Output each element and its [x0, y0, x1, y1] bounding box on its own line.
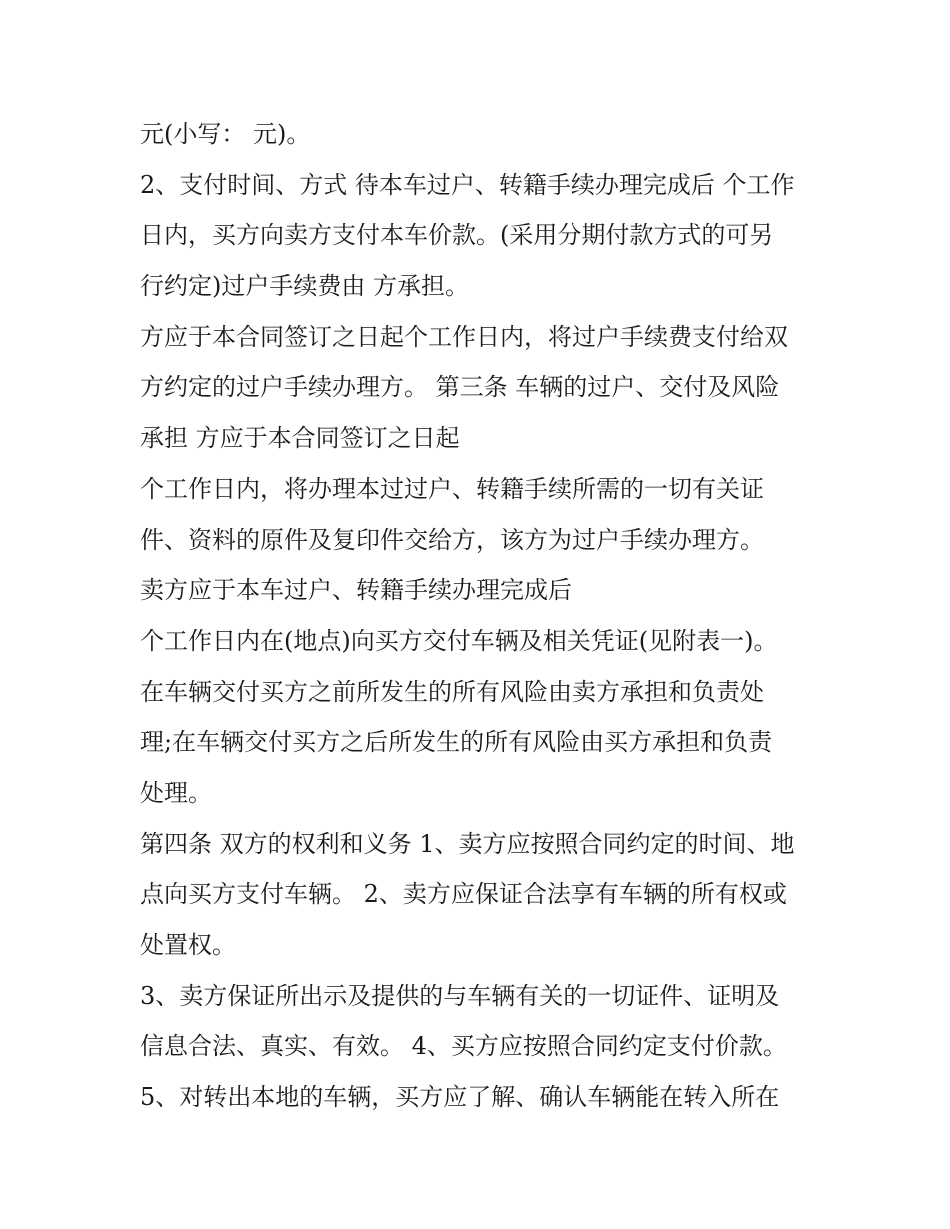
text-line: 方应于本合同签订之日起个工作日内，将过户手续费支付给双 — [140, 322, 788, 351]
text-line: 元(小写： 元)。 — [140, 120, 311, 148]
text-line: 处置权。 — [140, 931, 236, 959]
text-line: 个工作日内在(地点)向买方交付车辆及相关凭证(见附表一)。 — [140, 626, 778, 655]
text-line: 第四条 双方的权利和义务 1、卖方应按照合同约定的时间、地 — [140, 829, 795, 858]
text-line: 日内，买方向卖方支付本车价款。(采用分期付款方式的可另 — [140, 221, 774, 250]
document-body — [140, 109, 830, 1123]
text-line: 处理。 — [140, 778, 212, 807]
text-line: 个工作日内，将办理本过过户、转籍手续所需的一切有关证 — [140, 474, 764, 503]
text-line: 理;在车辆交付买方之后所发生的所有风险由买方承担和负责 — [140, 728, 773, 757]
text-line: 卖方应于本车过户、转籍手续办理完成后 — [140, 576, 572, 605]
text-line: 承担 方应于本合同签订之日起 — [140, 424, 460, 453]
text-line: 3、卖方保证所出示及提供的与车辆有关的一切证件、证明及 — [140, 981, 780, 1010]
text-line: 5、对转出本地的车辆，买方应了解、确认车辆能在转入所在 — [140, 1083, 780, 1112]
text-line: 信息合法、真实、有效。 4、买方应按照合同约定支付价款。 — [140, 1032, 787, 1061]
text-line: 在车辆交付买方之前所发生的所有风险由卖方承担和负责处 — [140, 677, 764, 706]
text-line: 件、资料的原件及复印件交给方，该方为过户手续办理方。 — [140, 525, 764, 554]
text-line: 2、支付时间、方式 待本车过户、转籍手续办理完成后 个工作 — [140, 170, 795, 199]
text-line: 方约定的过户手续办理方。 第三条 车辆的过户、交付及风险 — [140, 373, 780, 402]
text-line: 点向买方支付车辆。 2、卖方应保证合法享有车辆的所有权或 — [140, 880, 787, 909]
text-line: 行约定)过户手续费由 方承担。 — [140, 272, 469, 301]
